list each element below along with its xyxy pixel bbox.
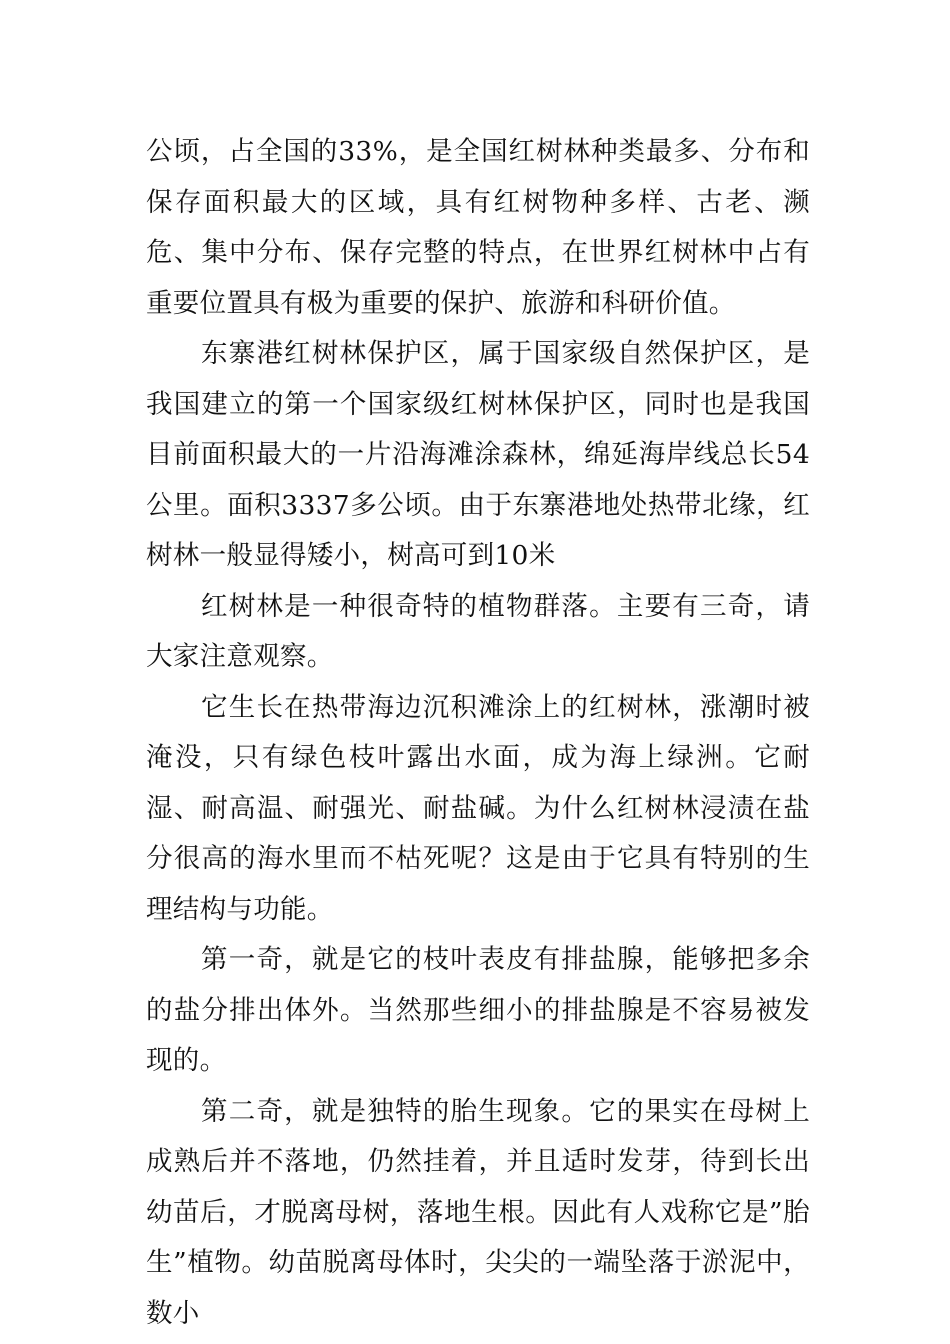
- paragraph-4: 它生长在热带海边沉积滩涂上的红树林，涨潮时被淹没，只有绿色枝叶露出水面，成为海上绿洲。它耐湿、耐高温、耐强光、耐盐碱。为什么红树林浸渍在盐分很高的海水里而不枯死呢？这是由于它具有特别的生理结构与功能。: [146, 691, 810, 925]
- paragraph-2: 东寨港红树林保护区，属于国家级自然保护区，是我国建立的第一个国家级红树林保护区，同时也是我国目前面积最大的一片沿海滩涂森林，绵延海岸线总长54公里。面积3337多公顷。由于东寨港地处热带北缘，红树林一般显得矮小，树高可到10米: [146, 338, 810, 571]
- paragraph-5: 第一奇，就是它的枝叶表皮有排盐腺，能够把多余的盐分排出体外。当然那些细小的排盐腺是不容易被发现的。: [146, 944, 810, 1076]
- paragraph-3: 红树林是一种很奇特的植物群落。主要有三奇，请大家注意观察。: [146, 590, 810, 672]
- paragraph-1: 公顷，占全国的33%，是全国红树林种类最多、分布和保存面积最大的区域，具有红树物种多样、古老、濒危、集中分布、保存完整的特点，在世界红树林中占有重要位置具有极为重要的保护、旅游和科研价值。: [146, 136, 810, 319]
- document-body: [146, 127, 810, 1339]
- paragraph-6: 第二奇，就是独特的胎生现象。它的果实在母树上成熟后并不落地，仍然挂着，并且适时发芽，待到长出幼苗后，才脱离母树，落地生根。因此有人戏称它是”胎生”植物。幼苗脱离母体时，尖尖的一端坠落于淤泥中，数小: [146, 1095, 810, 1329]
